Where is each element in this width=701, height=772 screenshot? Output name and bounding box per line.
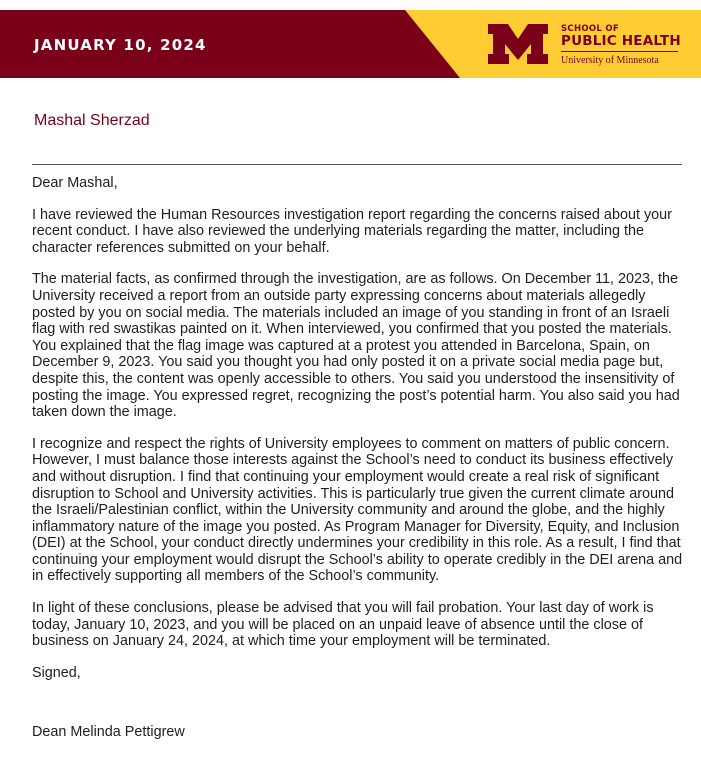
logo-public-health-text: PUBLIC HEALTH [561, 33, 681, 49]
salutation: Dear Mashal, [32, 175, 118, 191]
logo-school-of-text: SCHOOL OF [561, 24, 620, 34]
logo-divider [561, 51, 678, 52]
closing: Signed, [32, 664, 81, 681]
recipient-name: Mashal Sherzad [34, 112, 150, 129]
letterhead [0, 0, 701, 78]
paragraph-facts: The material facts, as confirmed through the investigation, are as follows. On December 11, 2023, the University received a report from an outside party expressing concerns about materials allegedly posted by you on social media. The materials included an image of you standing in front of an Israeli flag with red swastikas painted on it. When interviewed, you confirmed that you posted the materials. You explained that the flag image was captured at a protest you attended in Barcelona, Spain, on December 9, 2023. You said you thought you had only posted it on a private social media page but, despite this, the content was openly accessible to others. You said you understood the insensitivity of posting the image. You expressed regret, recognizing the post’s potential harm. You also said you had taken down the image. [32, 271, 680, 421]
logo-university-text: University of Minnesota [561, 55, 659, 66]
recipient-divider [32, 164, 682, 165]
signature: Dean Melinda Pettigrew [32, 724, 185, 741]
university-of-minnesota-m-logo-icon [486, 22, 550, 66]
letter-date: JANUARY 10, 2024 [34, 36, 207, 54]
paragraph-review: I have reviewed the Human Resources investigation report regarding the concerns raised about your recent conduct. I have also reviewed the underlying materials regarding the matter, including the character references submitted on your behalf. [32, 206, 672, 256]
letter-body [32, 175, 692, 756]
paragraph-reasoning: I recognize and respect the rights of University employees to comment on matters of public concern. However, I must balance those interests against the School’s need to conduct its business effectively and without disruption. I find that continuing your employment would create a real risk of significant disruption to School and University activities. This is particularly true given the current climate around the Israeli/Palestinian conflict, within the University community and around the globe, and the highly inflammatory nature of the image you posted. As Program Manager for Diversity, Equity, and Inclusion (DEI) at the School, your conduct directly undermines your credibility in this role. As a result, I find that continuing your employment would disrupt the School’s ability to operate credibly in the DEI arena and in effectively supporting all members of the School’s community. [32, 435, 683, 585]
paragraph-conclusion: In light of these conclusions, please be advised that you will fail probation. Your last day of work is today, January 10, 2023, and you will be placed on an unpaid leave of absence until the close of business on January 24, 2024, at which time your employment will be terminated. [32, 600, 654, 650]
